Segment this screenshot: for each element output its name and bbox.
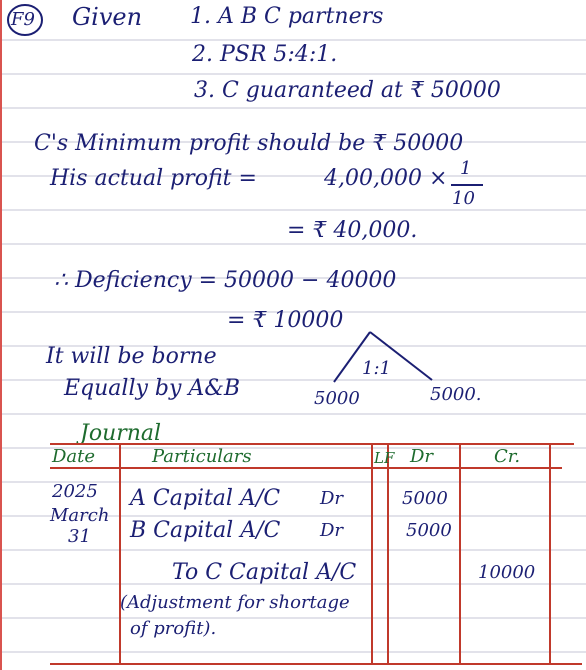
question-label: F9	[11, 9, 35, 30]
actual-profit-label: His actual profit =	[50, 166, 257, 191]
date-year: 2025	[52, 481, 98, 502]
header-lf: LF	[374, 449, 395, 467]
given-point-3: 3. C guaranteed at ₹ 50000	[194, 78, 501, 103]
fraction-numerator: 1	[460, 158, 472, 179]
header-cr: Cr.	[494, 446, 521, 467]
split-ratio: 1:1	[362, 358, 391, 379]
header-date: Date	[52, 446, 96, 467]
narration-line-1: (Adjustment for shortage	[120, 592, 350, 613]
journal-title: Journal	[80, 421, 162, 446]
fraction-bar	[450, 183, 484, 187]
entry-c-cr-amount: 10000	[478, 562, 536, 583]
entry-a-particulars: A Capital A/C	[130, 486, 281, 511]
header-dr: Dr	[410, 446, 434, 467]
borne-line-1: It will be borne	[46, 344, 217, 369]
given-heading: Given	[72, 3, 143, 31]
given-point-2: 2. PSR 5:4:1.	[192, 42, 338, 67]
date-month: March	[50, 505, 110, 526]
entry-a-dr-mark: Dr	[320, 488, 344, 509]
given-point-1: 1. A B C partners	[190, 4, 384, 29]
deficiency-result: = ₹ 10000	[227, 308, 344, 333]
min-profit-line: C's Minimum profit should be ₹ 50000	[34, 131, 464, 156]
deficiency-line: ∴ Deficiency = 50000 − 40000	[54, 268, 397, 293]
actual-profit-expr: 4,00,000 ×	[324, 166, 448, 191]
entry-b-dr-mark: Dr	[320, 520, 344, 541]
actual-profit-result: = ₹ 40,000.	[287, 218, 418, 243]
share-a: 5000	[314, 388, 360, 409]
borne-line-2: Equally by A&B	[64, 376, 241, 401]
entry-b-dr-amount: 5000	[406, 520, 452, 541]
entry-a-dr-amount: 5000	[402, 488, 448, 509]
fraction-denominator: 10	[452, 188, 475, 209]
date-day: 31	[68, 526, 91, 547]
narration-line-2: of profit).	[130, 618, 217, 639]
share-b: 5000.	[430, 384, 482, 405]
entry-b-particulars: B Capital A/C	[130, 518, 281, 543]
entry-c-particulars: To C Capital A/C	[172, 560, 357, 585]
header-particulars: Particulars	[152, 446, 252, 467]
